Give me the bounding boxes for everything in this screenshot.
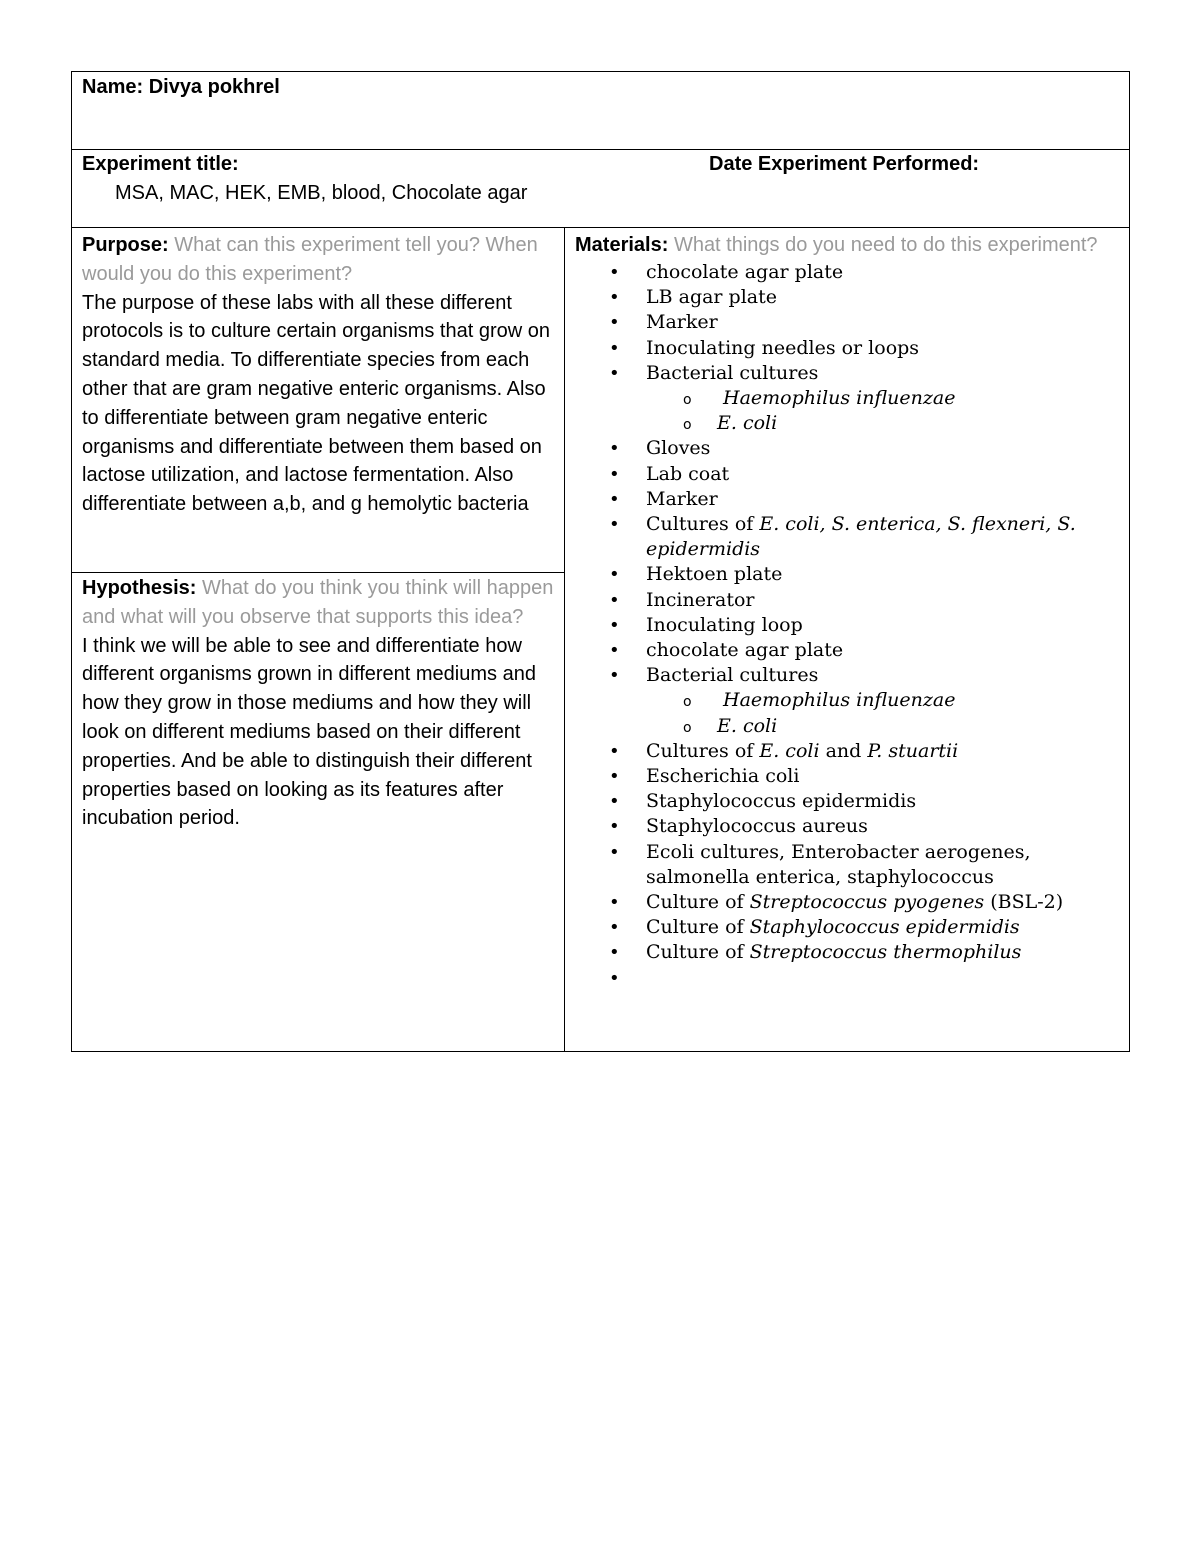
list-item: • LB agar plate	[565, 285, 1129, 310]
list-item: • Incinerator	[565, 588, 1129, 613]
bullet-icon: •	[609, 589, 620, 611]
sub-list-item: o Haemophilus influenzae	[565, 386, 1129, 411]
sub-bullet-icon: o	[683, 392, 692, 409]
list-item: • Inoculating loop	[565, 613, 1129, 638]
hypothesis-cell	[72, 573, 564, 833]
bullet-icon: •	[609, 362, 620, 384]
sub-list-item: o Haemophilus influenzae	[565, 688, 1129, 713]
purpose-text: The purpose of these labs with all these different protocols is to culture certain organisms that grow on standard media. To differentiate species from each other that are gram negative enteric organisms. Also to differentiate between gram negative enteric organisms and differentiate between them based on lactose utilization, and lactose fermentation. Also differentiate between a,b, and g hemolytic bacteria	[82, 291, 550, 516]
list-item: • Lab coat	[565, 462, 1129, 487]
sub-bullet-icon: o	[683, 694, 692, 711]
list-item-empty	[565, 966, 1129, 991]
bullet-icon: •	[609, 287, 620, 309]
hypothesis-label: Hypothesis:	[82, 577, 197, 599]
bullet-icon: •	[609, 892, 620, 914]
sub-list-item: o E. coli	[565, 714, 1129, 739]
list-item: • Staphylococcus epidermidis	[565, 789, 1129, 814]
materials-label: Materials:	[575, 234, 669, 256]
list-item: • Bacterial cultures	[565, 361, 1129, 386]
list-item: • Inoculating needles or loops	[565, 336, 1129, 361]
list-item: • Marker	[565, 487, 1129, 512]
name-row	[72, 72, 1129, 150]
experiment-title-row	[72, 150, 1129, 228]
hypothesis-text: I think we will be able to see and differentiate how different organisms grown in different mediums and how they grow in those mediums and how they will look on different mediums based on their different properties. And be able to distinguish their different properties based on looking as its features after incubation period.	[82, 634, 536, 830]
bullet-icon: •	[609, 640, 620, 662]
list-item: • Gloves	[565, 436, 1129, 461]
bullet-icon: •	[609, 438, 620, 460]
materials-cell	[565, 228, 1129, 1051]
bullet-icon: •	[609, 564, 620, 586]
list-item: • Staphylococcus aureus	[565, 814, 1129, 839]
bullet-icon: •	[609, 463, 620, 485]
bullet-icon: •	[609, 942, 620, 964]
materials-list	[565, 260, 1129, 991]
purpose-cell	[72, 228, 564, 573]
list-item: • Hektoen plate	[565, 562, 1129, 587]
student-name: Name: Divya pokhrel	[82, 76, 280, 98]
hypothesis-prompt: What do you think you think will happen and what will you observe that supports this idea?	[82, 577, 554, 628]
date-performed-label: Date Experiment Performed:	[709, 153, 980, 175]
sub-list-item: o E. coli	[565, 411, 1129, 436]
bullet-icon: •	[609, 816, 620, 838]
sub-bullet-icon: o	[683, 417, 692, 434]
experiment-title-label: Experiment title:	[82, 153, 239, 175]
list-item: • Bacterial cultures	[565, 663, 1129, 688]
sub-bullet-icon: o	[683, 719, 692, 736]
list-item: • Marker	[565, 310, 1129, 335]
materials-prompt: What things do you need to do this experiment?	[673, 234, 1098, 256]
bullet-icon: •	[609, 614, 620, 636]
experiment-title-value: MSA, MAC, HEK, EMB, blood, Chocolate agar	[115, 182, 528, 204]
bullet-icon: •	[609, 488, 620, 510]
list-item: • Ecoli cultures, Enterobacter aerogenes, salmonella enterica, staphylococcus	[609, 840, 1031, 888]
purpose-prompt: What can this experiment tell you? When would you do this experiment?	[82, 234, 538, 285]
bullet-icon: •	[609, 312, 620, 334]
list-item: • chocolate agar plate	[565, 260, 1129, 285]
bullet-icon: •	[609, 514, 620, 536]
bullet-icon: •	[609, 337, 620, 359]
left-column	[72, 228, 565, 1051]
lab-report-table	[71, 71, 1130, 1052]
list-item: • Culture of Staphylococcus epidermidis	[565, 915, 1129, 940]
list-item: • chocolate agar plate	[565, 638, 1129, 663]
bullet-icon: •	[609, 917, 620, 939]
bullet-icon: •	[609, 841, 620, 863]
list-item: • Culture of Streptococcus pyogenes (BSL-2)	[565, 890, 1129, 915]
bullet-icon: •	[609, 262, 620, 283]
bullet-icon: •	[609, 967, 620, 989]
bullet-icon: •	[609, 766, 620, 788]
list-item: • Cultures of E. coli and P. stuartii	[565, 739, 1129, 764]
list-item: • Culture of Streptococcus thermophilus	[565, 940, 1129, 965]
bullet-icon: •	[609, 665, 620, 687]
list-item: • Cultures of E. coli, S. enterica, S. flexneri, S. epidermidis	[609, 513, 1076, 561]
list-item: • Escherichia coli	[565, 764, 1129, 789]
bullet-icon: •	[609, 791, 620, 813]
purpose-label: Purpose:	[82, 234, 169, 256]
bullet-icon: •	[609, 740, 620, 762]
